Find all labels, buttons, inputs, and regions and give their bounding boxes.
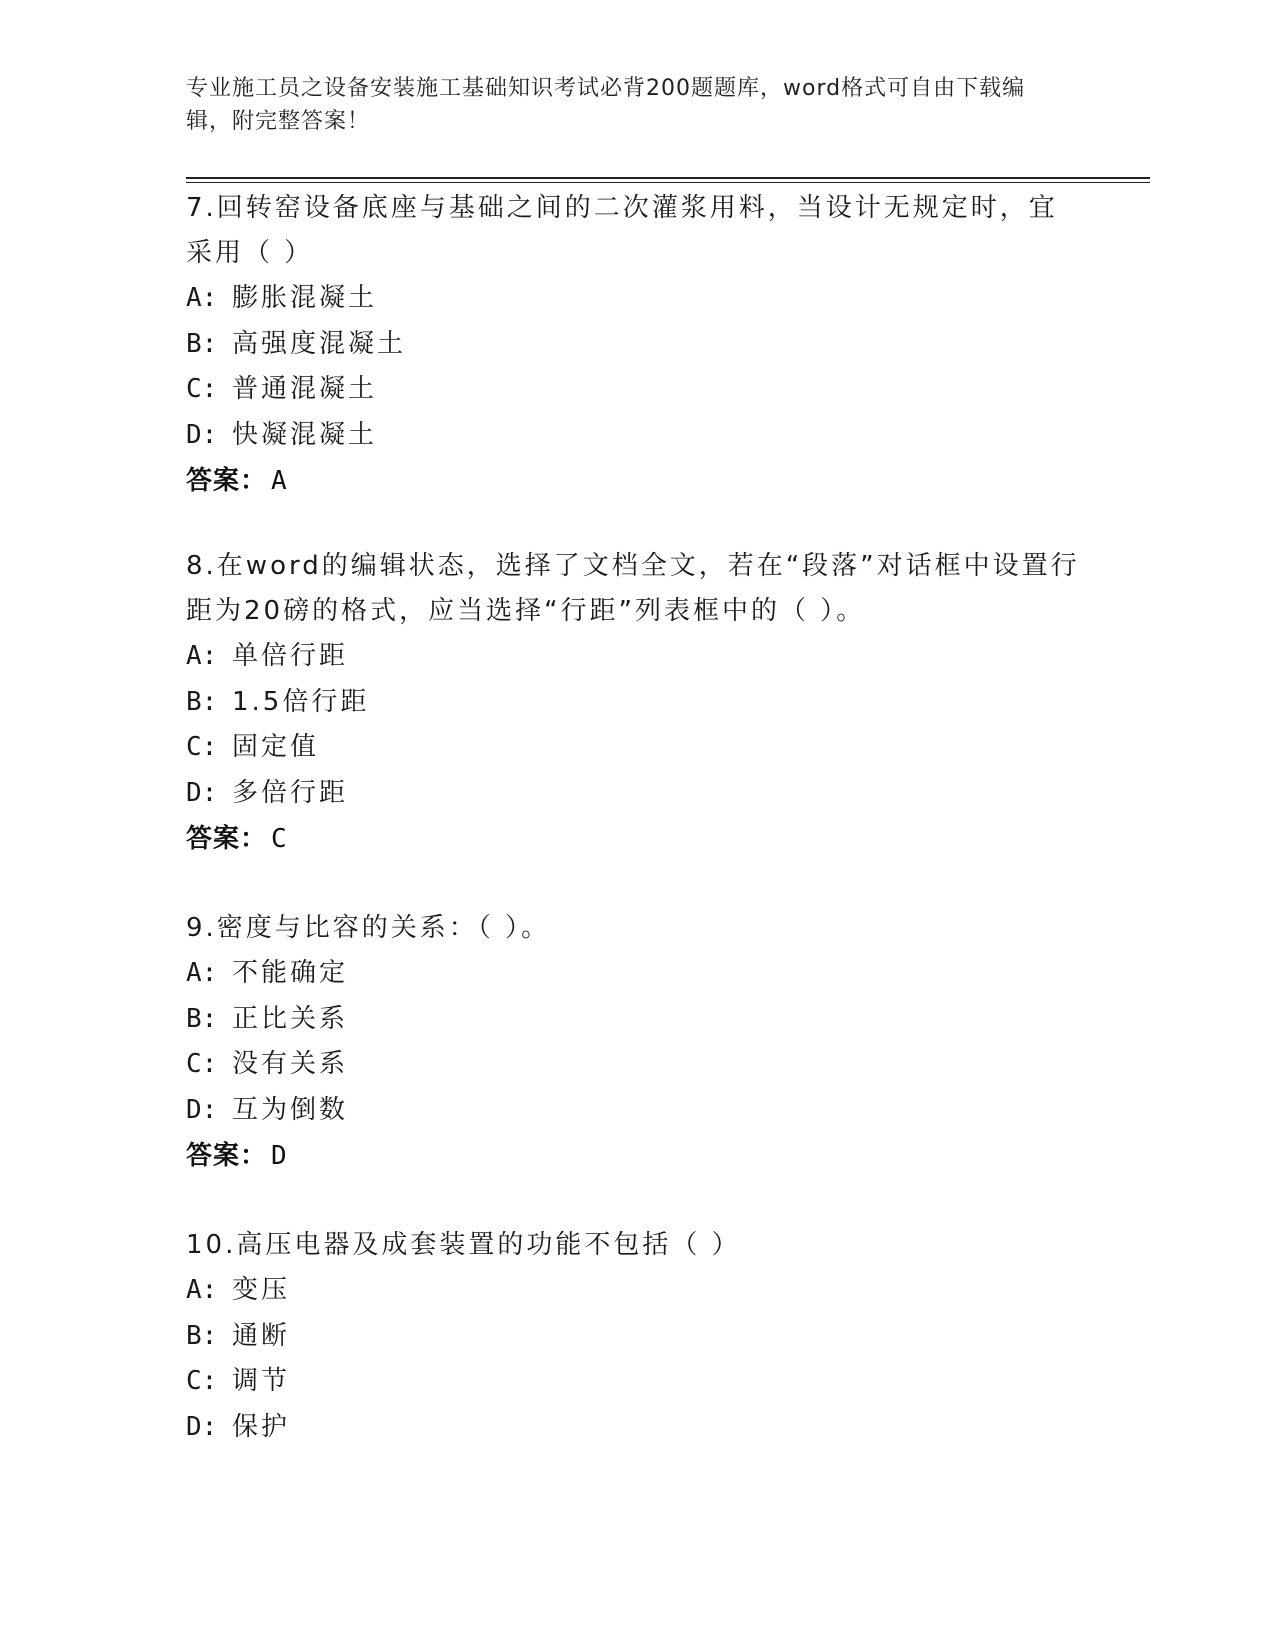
answer-line [186, 458, 1086, 504]
question-text: 10.高压电器及成套装置的功能不包括（ ） [186, 1230, 741, 1260]
option-text: 多倍行距 [232, 777, 349, 808]
option-b [186, 997, 1086, 1043]
option-letter: B: [186, 686, 218, 717]
answer-value: C [271, 824, 288, 854]
question-text: 8.在word的编辑状态，选择了文档全文，若在“段落”对话框中设置行距为20磅的格式，应当选择“行距”列表框中的（ ）。 [186, 551, 1080, 626]
option-a [186, 276, 1086, 322]
option-letter: B: [186, 328, 218, 359]
answer-label: 答案： [186, 824, 268, 854]
option-d [186, 1088, 1086, 1134]
option-text: 高强度混凝土 [232, 328, 407, 359]
option-a [186, 634, 1086, 680]
option-c [186, 367, 1086, 413]
question-text: 9.密度与比容的关系：（ ）。 [186, 913, 551, 943]
option-text: 互为倒数 [232, 1094, 349, 1125]
question-block [186, 544, 1086, 862]
option-text: 普通混凝土 [232, 374, 378, 404]
answer-value: D [271, 1141, 288, 1171]
answer-label: 答案： [186, 466, 268, 496]
option-text: 快凝混凝土 [232, 419, 378, 450]
option-c [186, 725, 1086, 771]
option-d [186, 1405, 1086, 1451]
option-text: 通断 [232, 1320, 291, 1351]
answer-value: A [271, 466, 288, 496]
option-b [186, 1314, 1086, 1360]
page-header: 专业施工员之设备安装施工基础知识考试必背200题题库，word格式可自由下载编辑，附完整答案！ [186, 76, 1026, 134]
question-block [186, 906, 1086, 1179]
option-letter: D: [186, 419, 218, 450]
option-d [186, 771, 1086, 817]
option-b [186, 680, 1086, 726]
option-letter: D: [186, 1094, 218, 1125]
option-text: 正比关系 [232, 1003, 349, 1034]
option-letter: C: [186, 1049, 218, 1079]
option-text: 单倍行距 [232, 641, 349, 671]
option-text: 1.5倍行距 [232, 686, 370, 717]
option-text: 固定值 [232, 732, 320, 762]
option-letter: D: [186, 1411, 218, 1442]
option-letter: C: [186, 374, 218, 404]
option-c [186, 1359, 1086, 1405]
option-letter: B: [186, 1320, 218, 1351]
option-letter: C: [186, 1366, 218, 1396]
question-block [186, 1223, 1086, 1450]
option-d [186, 413, 1086, 459]
option-a [186, 951, 1086, 997]
answer-line [186, 1133, 1086, 1179]
option-letter: A: [186, 283, 218, 313]
option-text: 变压 [232, 1275, 291, 1305]
answer-label: 答案： [186, 1141, 268, 1171]
header-rule-thick [186, 177, 1150, 179]
option-letter: B: [186, 1003, 218, 1034]
option-letter: A: [186, 1275, 218, 1305]
option-c [186, 1042, 1086, 1088]
option-letter: D: [186, 777, 218, 808]
option-letter: C: [186, 732, 218, 762]
question-block [186, 186, 1086, 504]
option-a [186, 1268, 1086, 1314]
question-text: 7.回转窑设备底座与基础之间的二次灌浆用料，当设计无规定时，宜采用（ ） [186, 193, 1058, 268]
answer-line [186, 816, 1086, 862]
option-text: 不能确定 [232, 958, 349, 988]
option-text: 调节 [232, 1366, 291, 1396]
option-letter: A: [186, 641, 218, 671]
header-rule-thin [186, 182, 1150, 183]
option-text: 膨胀混凝土 [232, 283, 378, 313]
option-b [186, 322, 1086, 368]
option-letter: A: [186, 958, 218, 988]
option-text: 保护 [232, 1411, 291, 1442]
option-text: 没有关系 [232, 1049, 349, 1079]
